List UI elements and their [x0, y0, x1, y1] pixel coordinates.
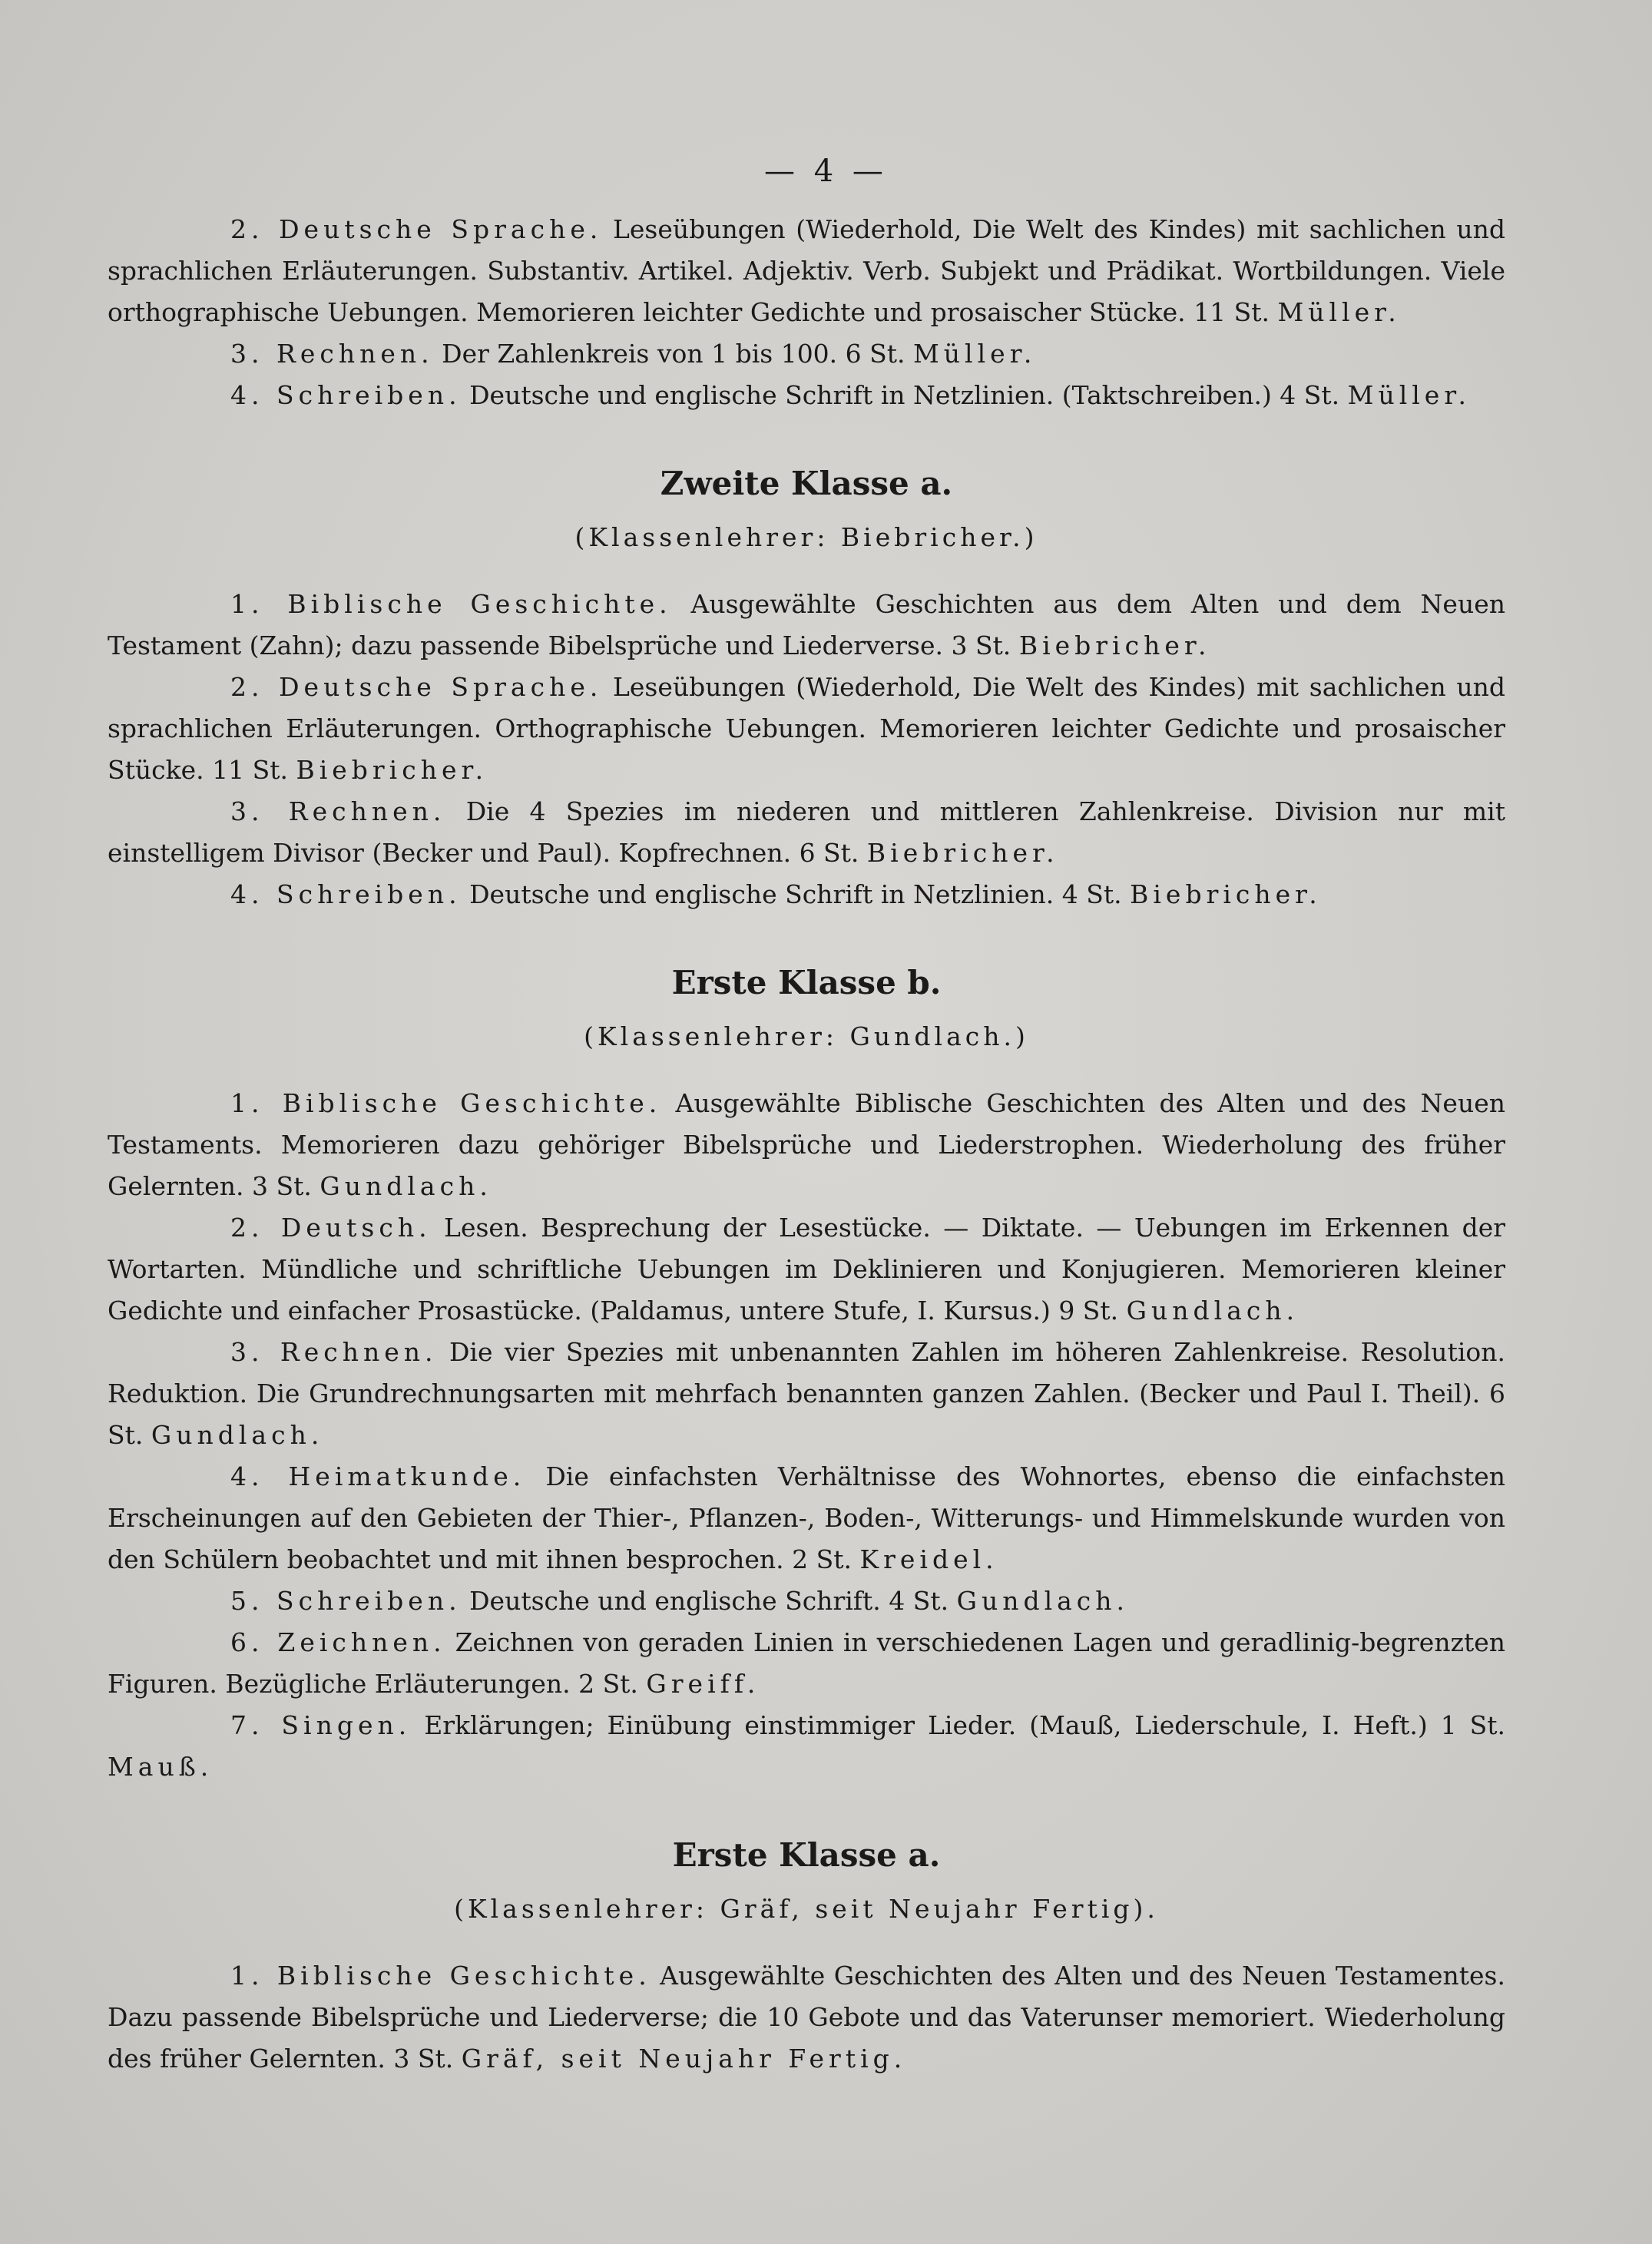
teacher-name: Müller. — [913, 339, 1037, 369]
teacher-name: Gräf, seit Neujahr Fertig. — [461, 2044, 907, 2074]
teacher-name: Gundlach. — [1126, 1296, 1299, 1326]
subject-label: 6. Zeichnen. — [230, 1627, 446, 1657]
paragraph-text: Deutsche und englische Schrift. 4 St. — [469, 1586, 949, 1616]
teacher-name: Biebricher. — [296, 755, 488, 785]
subject-label: 4. Schreiben. — [230, 380, 462, 410]
subject-label: 2. Deutsche Sprache. — [230, 214, 603, 244]
paragraph-text: Die 4 Spezies im niederen und mittleren Zahlenkreise. Division nur mit einstelligem Divisor (Becker und Paul). Kopfrechnen. 6 St. — [108, 796, 1505, 868]
paragraph — [108, 375, 1505, 416]
paragraph — [108, 1622, 1505, 1705]
teacher-name: Gundlach. — [151, 1420, 324, 1450]
section-subtitle: (Klassenlehrer: Gräf, seit Neujahr Fertig). — [454, 1894, 1159, 1924]
section-zweite-klasse-a — [108, 461, 1505, 915]
paragraph — [108, 1456, 1505, 1580]
teacher-name: Kreidel. — [859, 1544, 998, 1574]
paragraph-text: Zeichnen von geraden Linien in verschiedenen Lagen und geradlinig-begrenzten Figuren. Bezügliche Erläuterungen. 2 St. — [108, 1627, 1506, 1699]
paragraph — [108, 209, 1505, 333]
paragraph-text: Leseübungen (Wiederhold, Die Welt des Kindes) mit sachlichen und sprachlichen Erläuterungen. Substantiv. Artikel. Adjektiv. Verb. Subjekt und Prädikat. Wortbildungen. Viele orthographische Uebungen. Memorieren leichter Gedichte und prosaischer Stücke. 11 St. — [108, 214, 1505, 327]
paragraph — [108, 584, 1505, 667]
paragraph — [108, 1207, 1505, 1332]
section-heading: Zweite Klasse a. — [660, 465, 953, 502]
subject-label: 7. Singen. — [230, 1710, 412, 1740]
page-number: — 4 — — [764, 154, 888, 189]
subject-label: 1. Biblische Geschichte. — [230, 589, 672, 619]
paragraph — [108, 1955, 1505, 2080]
paragraph-text: Die einfachsten Verhältnisse des Wohnortes, ebenso die einfachsten Erscheinungen auf den Gebieten der Thier-, Pflanzen-, Boden-, Witterungs- und Himmelskunde wurden von den Schülern beobachtet und mit ihnen besprochen. 2 St. — [108, 1461, 1505, 1574]
paragraph-text: Die vier Spezies mit unbenannten Zahlen im höheren Zahlenkreise. Resolution. Reduktion. Die Grundrechnungsarten mit mehrfach benannten ganzen Zahlen. (Becker und Paul I. Theil). 6 St. — [108, 1337, 1505, 1450]
subject-label: 1. Biblische Geschichte. — [230, 1088, 662, 1118]
teacher-name: Biebricher. — [866, 838, 1059, 868]
paragraph — [108, 874, 1505, 915]
section-subtitle: (Klassenlehrer: Gundlach.) — [584, 1021, 1029, 1051]
paragraph — [108, 333, 1505, 375]
intro-block — [108, 209, 1505, 416]
teacher-name: Gundlach. — [956, 1586, 1130, 1616]
paragraph — [108, 1083, 1505, 1207]
teacher-name: Greiff. — [646, 1669, 760, 1699]
subject-label: 3. Rechnen. — [230, 796, 446, 826]
section-erste-klasse-a — [108, 1832, 1505, 2080]
paragraph-text: Ausgewählte Geschichten des Alten und des Neuen Testamentes. Dazu passende Bibelsprüche und Liederverse; die 10 Gebote und das Vaterunser memoriert. Wiederholung des früher Gelernten. 3 St. — [108, 1961, 1505, 2074]
subject-label: 3. Rechnen. — [230, 339, 434, 369]
section-heading: Erste Klasse a. — [672, 1836, 941, 1874]
paragraph-text: Leseübungen (Wiederhold, Die Welt des Kindes) mit sachlichen und sprachlichen Erläuterungen. Orthographische Uebungen. Memorieren leichter Gedichte und prosaischer Stücke. 11 St. — [108, 672, 1505, 785]
paragraph — [108, 667, 1505, 791]
paragraph — [108, 1705, 1505, 1788]
paragraph-text: Ausgewählte Geschichten aus dem Alten und dem Neuen Testament (Zahn); dazu passende Bibelsprüche und Liederverse. 3 St. — [108, 589, 1505, 660]
teacher-name: Müller. — [1277, 297, 1401, 327]
teacher-name: Biebricher. — [1018, 631, 1211, 660]
paragraph — [108, 791, 1505, 874]
subject-label: 2. Deutsche Sprache. — [230, 672, 603, 702]
paragraph-text: Deutsche und englische Schrift in Netzlinien. 4 St. — [469, 879, 1122, 909]
paragraph-text: Erklärungen; Einübung einstimmiger Lieder. (Mauß, Liederschule, I. Heft.) 1 St. — [424, 1710, 1505, 1740]
subject-label: 4. Schreiben. — [230, 879, 462, 909]
teacher-name: Biebricher. — [1130, 879, 1322, 909]
subject-label: 5. Schreiben. — [230, 1586, 462, 1616]
paragraph-text: Ausgewählte Biblische Geschichten des Alten und des Neuen Testaments. Memorieren dazu gehöriger Bibelsprüche und Liederstrophen. Wiederholung des früher Gelernten. 3 St. — [108, 1088, 1505, 1201]
page-content — [108, 209, 1505, 2080]
paragraph — [108, 1580, 1505, 1622]
paragraph-text: Lesen. Besprechung der Lesestücke. — Diktate. — Uebungen im Erkennen der Wortarten. Mündliche und schriftliche Uebungen im Deklinieren und Konjugieren. Memorieren kleiner Gedichte und einfacher Prosastücke. (Paldamus, untere Stufe, I. Kursus.) 9 St. — [108, 1213, 1505, 1326]
section-heading: Erste Klasse b. — [671, 964, 942, 1001]
subject-label: 3. Rechnen. — [230, 1337, 438, 1367]
subject-label: 1. Biblische Geschichte. — [230, 1961, 651, 1991]
subject-label: 4. Heimatkunde. — [230, 1461, 526, 1491]
subject-label: 2. Deutsch. — [230, 1213, 432, 1243]
paragraph-text: Der Zahlenkreis von 1 bis 100. 6 St. — [442, 339, 905, 369]
teacher-name: Gundlach. — [319, 1171, 492, 1201]
teacher-name: Mauß. — [108, 1752, 214, 1782]
section-erste-klasse-b — [108, 960, 1505, 1788]
section-subtitle: (Klassenlehrer: Biebricher.) — [574, 522, 1038, 552]
paragraph — [108, 1332, 1505, 1456]
teacher-name: Müller. — [1347, 380, 1471, 410]
paragraph-text: Deutsche und englische Schrift in Netzlinien. (Taktschreiben.) 4 St. — [469, 380, 1340, 410]
